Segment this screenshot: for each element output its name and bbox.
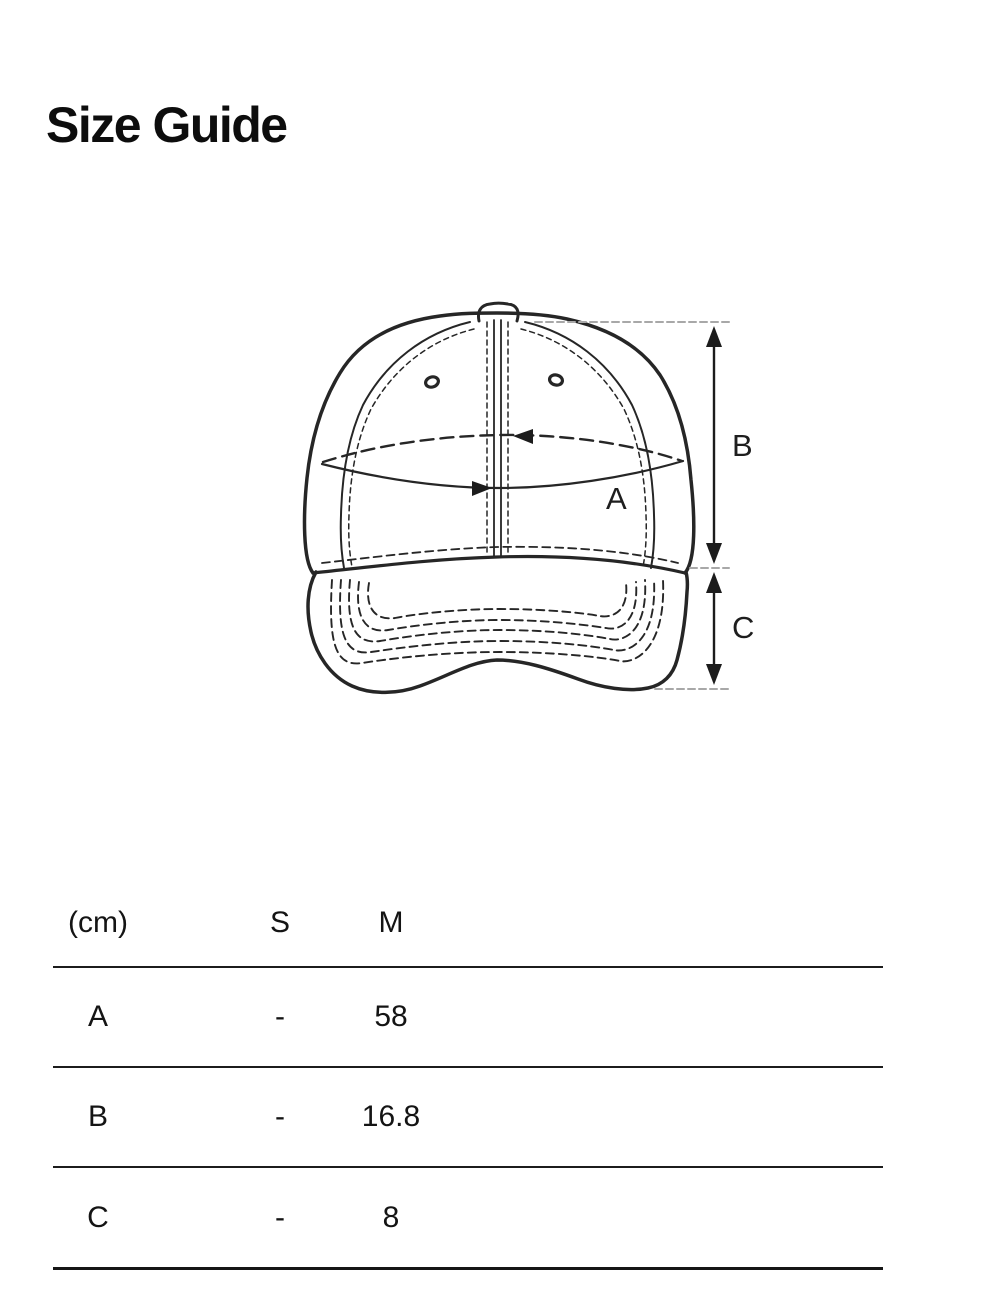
cap-brim-outline bbox=[308, 572, 687, 692]
cell-value-s: - bbox=[275, 1200, 285, 1234]
cap-left-seam bbox=[341, 322, 470, 568]
cap-crown-bottom-edge bbox=[313, 557, 685, 573]
cap-right-seam-stitch bbox=[521, 329, 646, 567]
cap-right-seam bbox=[525, 322, 654, 568]
cell-value-s: - bbox=[275, 1100, 285, 1133]
cell-value-s: - bbox=[275, 1000, 285, 1033]
arrowhead-up-icon bbox=[706, 572, 722, 593]
measure-label-b: B bbox=[732, 428, 753, 463]
table-row bbox=[53, 1168, 883, 1270]
cap-crown-bottom-stitch bbox=[322, 547, 678, 563]
cap-crown-outline bbox=[305, 313, 694, 573]
cap-eyelet-right bbox=[548, 374, 563, 387]
cell-value-m: 16.8 bbox=[361, 1100, 421, 1133]
size-table bbox=[53, 880, 883, 1270]
row-label: A bbox=[87, 1000, 108, 1033]
cap-center-seam-stitch bbox=[487, 322, 508, 553]
cell-value-m: 58 bbox=[374, 1000, 408, 1033]
arrowhead-left-icon bbox=[513, 429, 533, 444]
arrowhead-up-icon bbox=[706, 326, 722, 347]
measure-label-c: C bbox=[732, 610, 755, 645]
arrowhead-down-icon bbox=[706, 543, 722, 564]
table-row bbox=[53, 1068, 883, 1168]
measure-arrow-c bbox=[706, 572, 722, 685]
column-header-m: M bbox=[378, 906, 404, 939]
cap-drawing bbox=[305, 303, 694, 692]
cap-left-seam-stitch bbox=[349, 329, 474, 567]
arrowhead-down-icon bbox=[706, 664, 722, 685]
row-label: B bbox=[87, 1100, 108, 1133]
column-header-s: S bbox=[269, 906, 290, 939]
arrowhead-right-icon bbox=[472, 481, 492, 496]
table-row bbox=[53, 968, 883, 1068]
page-title: Size Guide bbox=[46, 97, 287, 153]
size-table-header bbox=[53, 880, 883, 968]
measure-arrow-b bbox=[706, 326, 722, 564]
cap-center-seam bbox=[494, 320, 501, 556]
reference-dashed-lines bbox=[535, 322, 729, 689]
measure-arc-a-front bbox=[322, 461, 683, 488]
measure-label-a: A bbox=[606, 481, 627, 516]
cap-brim-stitching bbox=[331, 580, 663, 663]
measure-arc-a-back bbox=[323, 435, 682, 462]
cap-eyelet-left bbox=[424, 375, 439, 389]
row-label: C bbox=[87, 1200, 109, 1234]
unit-label: (cm) bbox=[68, 906, 128, 939]
cell-value-m: 8 bbox=[382, 1200, 400, 1234]
